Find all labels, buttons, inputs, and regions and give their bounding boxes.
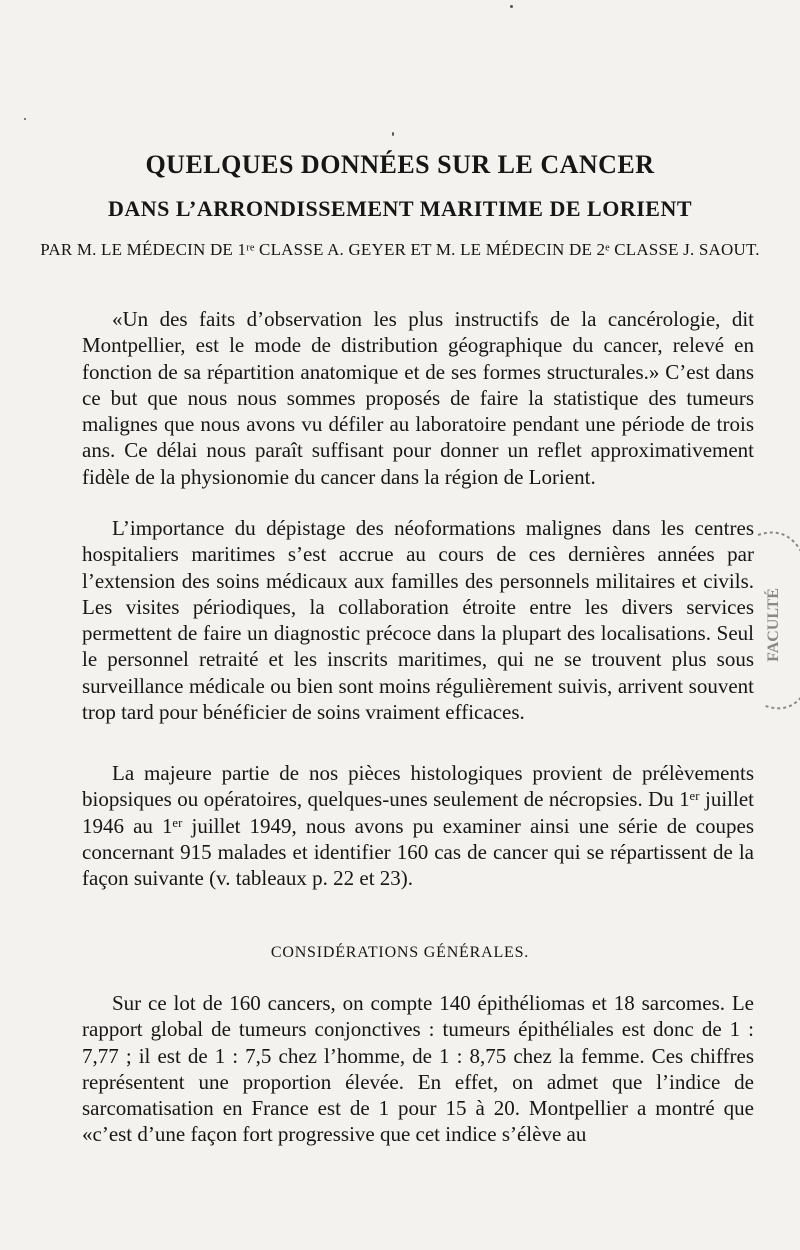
paragraph-4-block — [82, 990, 754, 1148]
print-speck — [510, 5, 513, 8]
paragraph-4: Sur ce lot de 160 cancers, on compte 140 épithéliomas et 18 sarcomes. Le rapport global de tumeurs conjonctives : tumeurs épithéliales est donc de 1 : 7,77 ; il est de 1 : 7,5 chez l’homme, de 1 : 8,75 chez la femme. Ces chiffres représentent une proportion élevée. En effet, on admet que l’indice de sarcomatisation en France est de 1 pour 15 à 20. Montpellier a montré que «c’est d’une façon fort progressive que cet indice s’élève au — [82, 991, 754, 1147]
paragraph-1-block — [82, 306, 754, 490]
article-title-line-1: QUELQUES DONNÉES SUR LE CANCER — [145, 150, 655, 179]
author-byline: PAR M. LE MÉDECIN DE 1ʳᵉ CLASSE A. GEYER ET M. LE MÉDECIN DE 2ᵉ CLASSE J. SAOUT. — [40, 240, 760, 259]
paragraph-2-block — [82, 515, 754, 725]
paragraph-3: La majeure partie de nos pièces histologiques provient de prélèvements biopsiques ou opératoires, quelques-unes seulement de nécropsies. Du 1ᵉʳ juillet 1946 au 1ᵉʳ juillet 1949, nous avons pu examiner ainsi une série de coupes concernant 915 malades et identifier 160 cas de cancer qui se répartissent de la façon suivante (v. tableaux p. 22 et 23). — [82, 761, 754, 891]
print-speck — [392, 132, 394, 136]
stamp-text: FACULTÉ — [765, 588, 782, 662]
paragraph-3-block — [82, 760, 754, 891]
print-speck — [24, 118, 26, 120]
library-stamp — [748, 525, 800, 715]
article-title-line-2: DANS L’ARRONDISSEMENT MARITIME DE LORIENT — [107, 196, 693, 221]
section-heading: CONSIDÉRATIONS GÉNÉRALES. — [270, 944, 530, 961]
paragraph-2: L’importance du dépistage des néoformations malignes dans les centres hospitaliers maritimes s’est accrue au cours de ces dernières années par l’extension des soins médicaux aux familles des personnels militaires et civils. Les visites périodiques, la collaboration étroite entre les divers services permettent de faire un diagnostic précoce dans la plupart des localisations. Seul le personnel retraité et les inscrits maritimes, qui ne se trouvent plus sous surveillance médicale ou bien sont moins régulièrement suivis, arrivent souvent trop tard pour bénéficier de soins vraiment efficaces. — [82, 516, 754, 725]
paragraph-1: «Un des faits d’observation les plus instructifs de la cancérologie, dit Montpellier, est le mode de distribution géographique du cancer, relevé en fonction de sa répartition anatomique et de ses formes structurales.» C’est dans ce but que nous nous sommes proposés de faire la statistique des tumeurs malignes que nous avons vu défiler au laboratoire pendant une période de trois ans. Ce délai nous paraît suffisant pour donner un reflet approximativement fidèle de la physionomie du cancer dans la région de Lorient. — [82, 307, 754, 489]
